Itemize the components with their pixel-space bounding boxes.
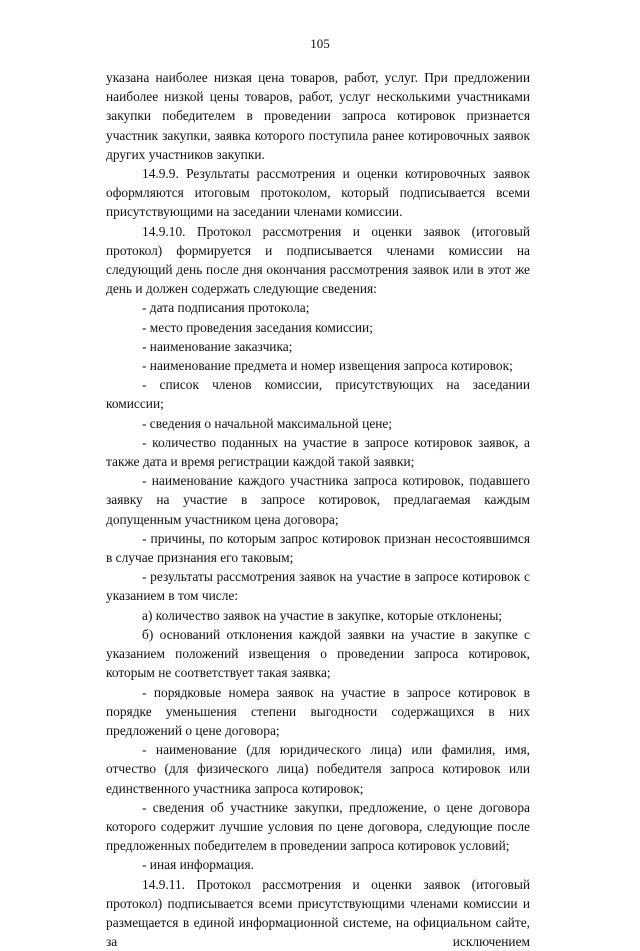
paragraph: 14.9.11. Протокол рассмотрения и оценки заявок (итоговый протокол) подписывается всеми присутствующими членами комиссии и размещается в единой информационной системе, на официальном сайте, за исключением	[106, 876, 530, 950]
list-item: - сведения об участнике закупки, предложение, о цене договора которого содержит лучшие условия по цене договора, следующие после предложенных победителем в проведении запроса котировок условий;	[106, 799, 530, 854]
list-item: - наименование заказчика;	[142, 338, 293, 354]
body-text	[106, 68, 530, 951]
list-item: - наименование каждого участника запроса котировок, подавшего заявку на участие в запросе котировок, предлагаемая каждым допущенным участником цена договора;	[106, 473, 530, 527]
list-item: - порядковые номера заявок на участие в запросе котировок в порядке уменьшения степени выгодности содержащихся в них предложений о цене договора;	[106, 684, 530, 738]
list-item: - наименование (для юридического лица) или фамилия, имя, отчество (для физического лица) победителя запроса котировок или единственного участника запроса котировок;	[106, 742, 530, 796]
page-number: 105	[310, 36, 330, 51]
list-item: - иная информация.	[142, 857, 254, 873]
list-item: - сведения о начальной максимальной цене;	[142, 415, 393, 431]
sub-list-item: б) оснований отклонения каждой заявки на участие в закупке с указанием положений извещения о проведении запроса котировок, которым не соответствует такая заявка;	[106, 626, 530, 681]
list-item: - список членов комиссии, присутствующих на заседании комиссии;	[106, 377, 530, 412]
list-item: - результаты рассмотрения заявок на участие в запросе котировок с указанием в том числе:	[106, 569, 530, 604]
paragraph: указана наиболее низкая цена товаров, работ, услуг. При предложении наиболее низкой цены товаров, работ, услуг несколькими участниками закупки победителем в проведении запроса котировок признается участник закупки, заявка которого поступила ранее котировочных заявок других участников закупки.	[106, 70, 530, 162]
sub-list-item: а) количество заявок на участие в закупке, которые отклонены;	[142, 607, 503, 623]
list-item: - причины, по которым запрос котировок признан несостоявшимся в случае признания его таковым;	[106, 530, 530, 566]
list-item: - дата подписания протокола;	[142, 300, 310, 316]
paragraph: 14.9.10. Протокол рассмотрения и оценки заявок (итоговый протокол) формируется и подписывается членами комиссии на следующий день после дня окончания рассмотрения заявок или в этот же день и должен содержать следующие сведения:	[106, 223, 530, 297]
paragraph: 14.9.9. Результаты рассмотрения и оценки котировочных заявок оформляются итоговым протоколом, который подписывается всеми присутствующими на заседании членами комиссии.	[106, 166, 530, 220]
list-item: - количество поданных на участие в запросе котировок заявок, а также дата и время регистрации каждой такой заявки;	[106, 434, 530, 470]
list-item: - место проведения заседания комиссии;	[142, 319, 373, 335]
list-item: - наименование предмета и номер извещения запроса котировок;	[142, 358, 513, 374]
